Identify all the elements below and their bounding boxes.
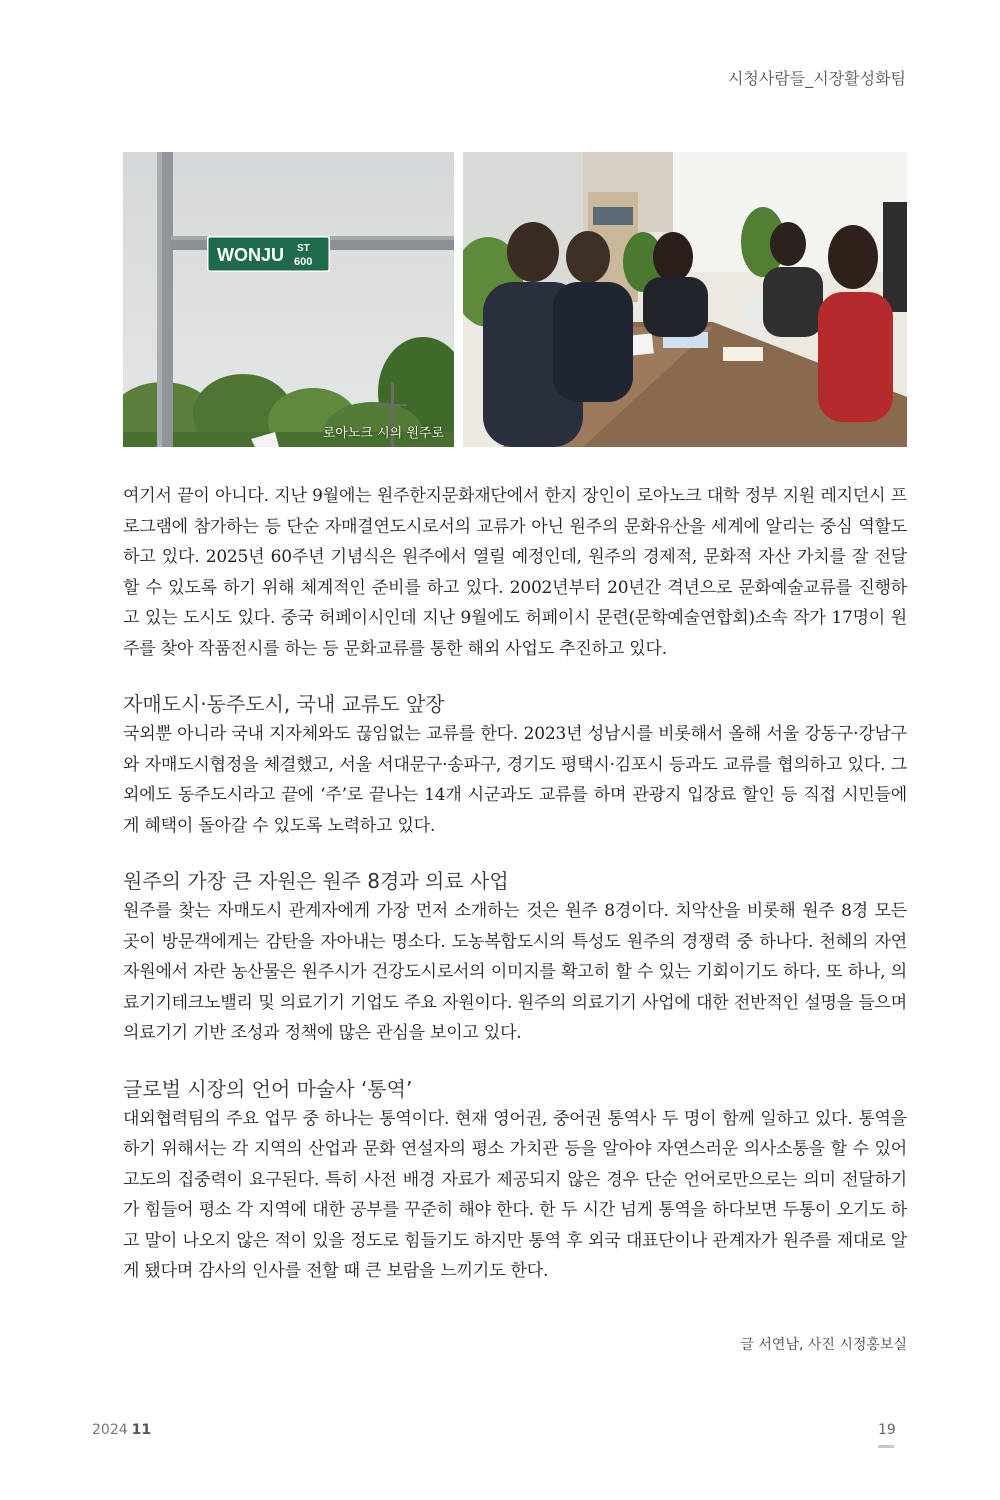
page-number-underline (878, 1445, 894, 1448)
street-sign-photo (123, 152, 454, 447)
street-sign (207, 236, 330, 272)
sign-suffix: ST (297, 243, 310, 254)
section-paragraph: 국외뿐 아니라 국내 지자체와도 끊임없는 교류를 한다. 2023년 성남시를 비롯해서 올해 서울 강동구·강남구와 자매도시협정을 체결했고, 서울 서대문구·송파구, 경기도 평택시·김포시 등과도 교류를 협의하고 있다. 그 외에도 동주도시라고 끝에 ‘주’로 끝나는 14개 시군과도 교류를 하며 관광지 입장료 할인 등 직접 시민들에게 혜택이 돌아갈 수 있도록 노력하고 있다. (123, 724, 907, 836)
section-header: 시청사람들_시장활성화팀 (727, 69, 906, 88)
sign-number: 600 (294, 256, 313, 268)
article-credit: 글 서연남, 사진 시정홍보실 (740, 1337, 907, 1353)
sign-name: WONJU (217, 245, 284, 265)
article-body (123, 481, 907, 1287)
issue-month: 11 (131, 1422, 152, 1438)
issue-year: 2024 (92, 1422, 128, 1438)
meeting-photo (463, 152, 907, 447)
photo-caption: 로아노크 시의 원주로 (322, 426, 444, 441)
section-paragraph: 원주를 찾는 자매도시 관계자에게 가장 먼저 소개하는 것은 원주 8경이다. 치악산을 비롯해 원주 8경 모든 곳이 방문객에게는 감탄을 자아내는 명소다. 도농복합도시의 특성도 원주의 경쟁력 중 하나다. 천혜의 자연 자원에서 자란 농산물은 원주시가 건강도시로서의 이미지를 확고히 할 수 있는 기회이기도 하다. 또 하나, 의료기기테크노밸리 및 의료기기 기업도 주요 자원이다. 원주의 의료기기 사업에 대한 전반적인 설명을 들으며 의료기기 기반 조성과 정책에 많은 관심을 보이고 있다. (123, 901, 907, 1043)
section-heading: 원주의 가장 큰 자원은 원주 8경과 의료 사업 (123, 869, 509, 893)
section-paragraph: 대외협력팀의 주요 업무 중 하나는 통역이다. 현재 영어권, 중어권 통역사 두 명이 함께 일하고 있다. 통역을 하기 위해서는 각 지역의 산업과 문화 연설자의 평소 가치관 등을 알아야 자연스러운 의사소통을 할 수 있어 고도의 집중력이 요구된다. 특히 사전 배경 자료가 제공되지 않은 경우 단순 언어로만으로는 의미 전달하기가 힘들어 평소 각 지역에 대한 공부를 꾸준히 해야 한다. 한 두 시간 넘게 통역을 하다보면 두통이 오기도 하고 말이 나오지 않은 적이 있을 정도로 힘들기도 하지만 통역 후 외국 대표단이나 관계자가 원주를 제대로 알게 됐다며 감사의 인사를 전할 때 큰 보람을 느끼기도 한다. (123, 1108, 907, 1281)
intro-paragraph: 여기서 끝이 아니다. 지난 9월에는 원주한지문화재단에서 한지 장인이 로아노크 대학 정부 지원 레지던시 프로그램에 참가하는 등 단순 자매결연도시로서의 교류가 아닌 원주의 문화유산을 세계에 알리는 중심 역할도 하고 있다. 2025년 60주년 기념식은 원주에서 열릴 예정인데, 원주의 경제적, 문화적 자산 가치를 잘 전달할 수 있도록 하기 위해 체계적인 준비를 하고 있다. 2002년부터 20년간 격년으로 문화예술교류를 진행하고 있는 도시도 있다. 중국 허페이시인데 지난 9월에도 허페이시 문련(문학예술연합회)소속 작가 17명이 원주를 찾아 작품전시를 하는 등 문화교류를 통한 해외 사업도 추진하고 있다. (123, 486, 907, 659)
issue-date (92, 1422, 151, 1438)
section-heading: 자매도시·동주도시, 국내 교류도 앞장 (123, 692, 445, 716)
page-number: 19 (878, 1422, 896, 1438)
section-heading: 글로벌 시장의 언어 마술사 ‘통역’ (123, 1076, 413, 1101)
